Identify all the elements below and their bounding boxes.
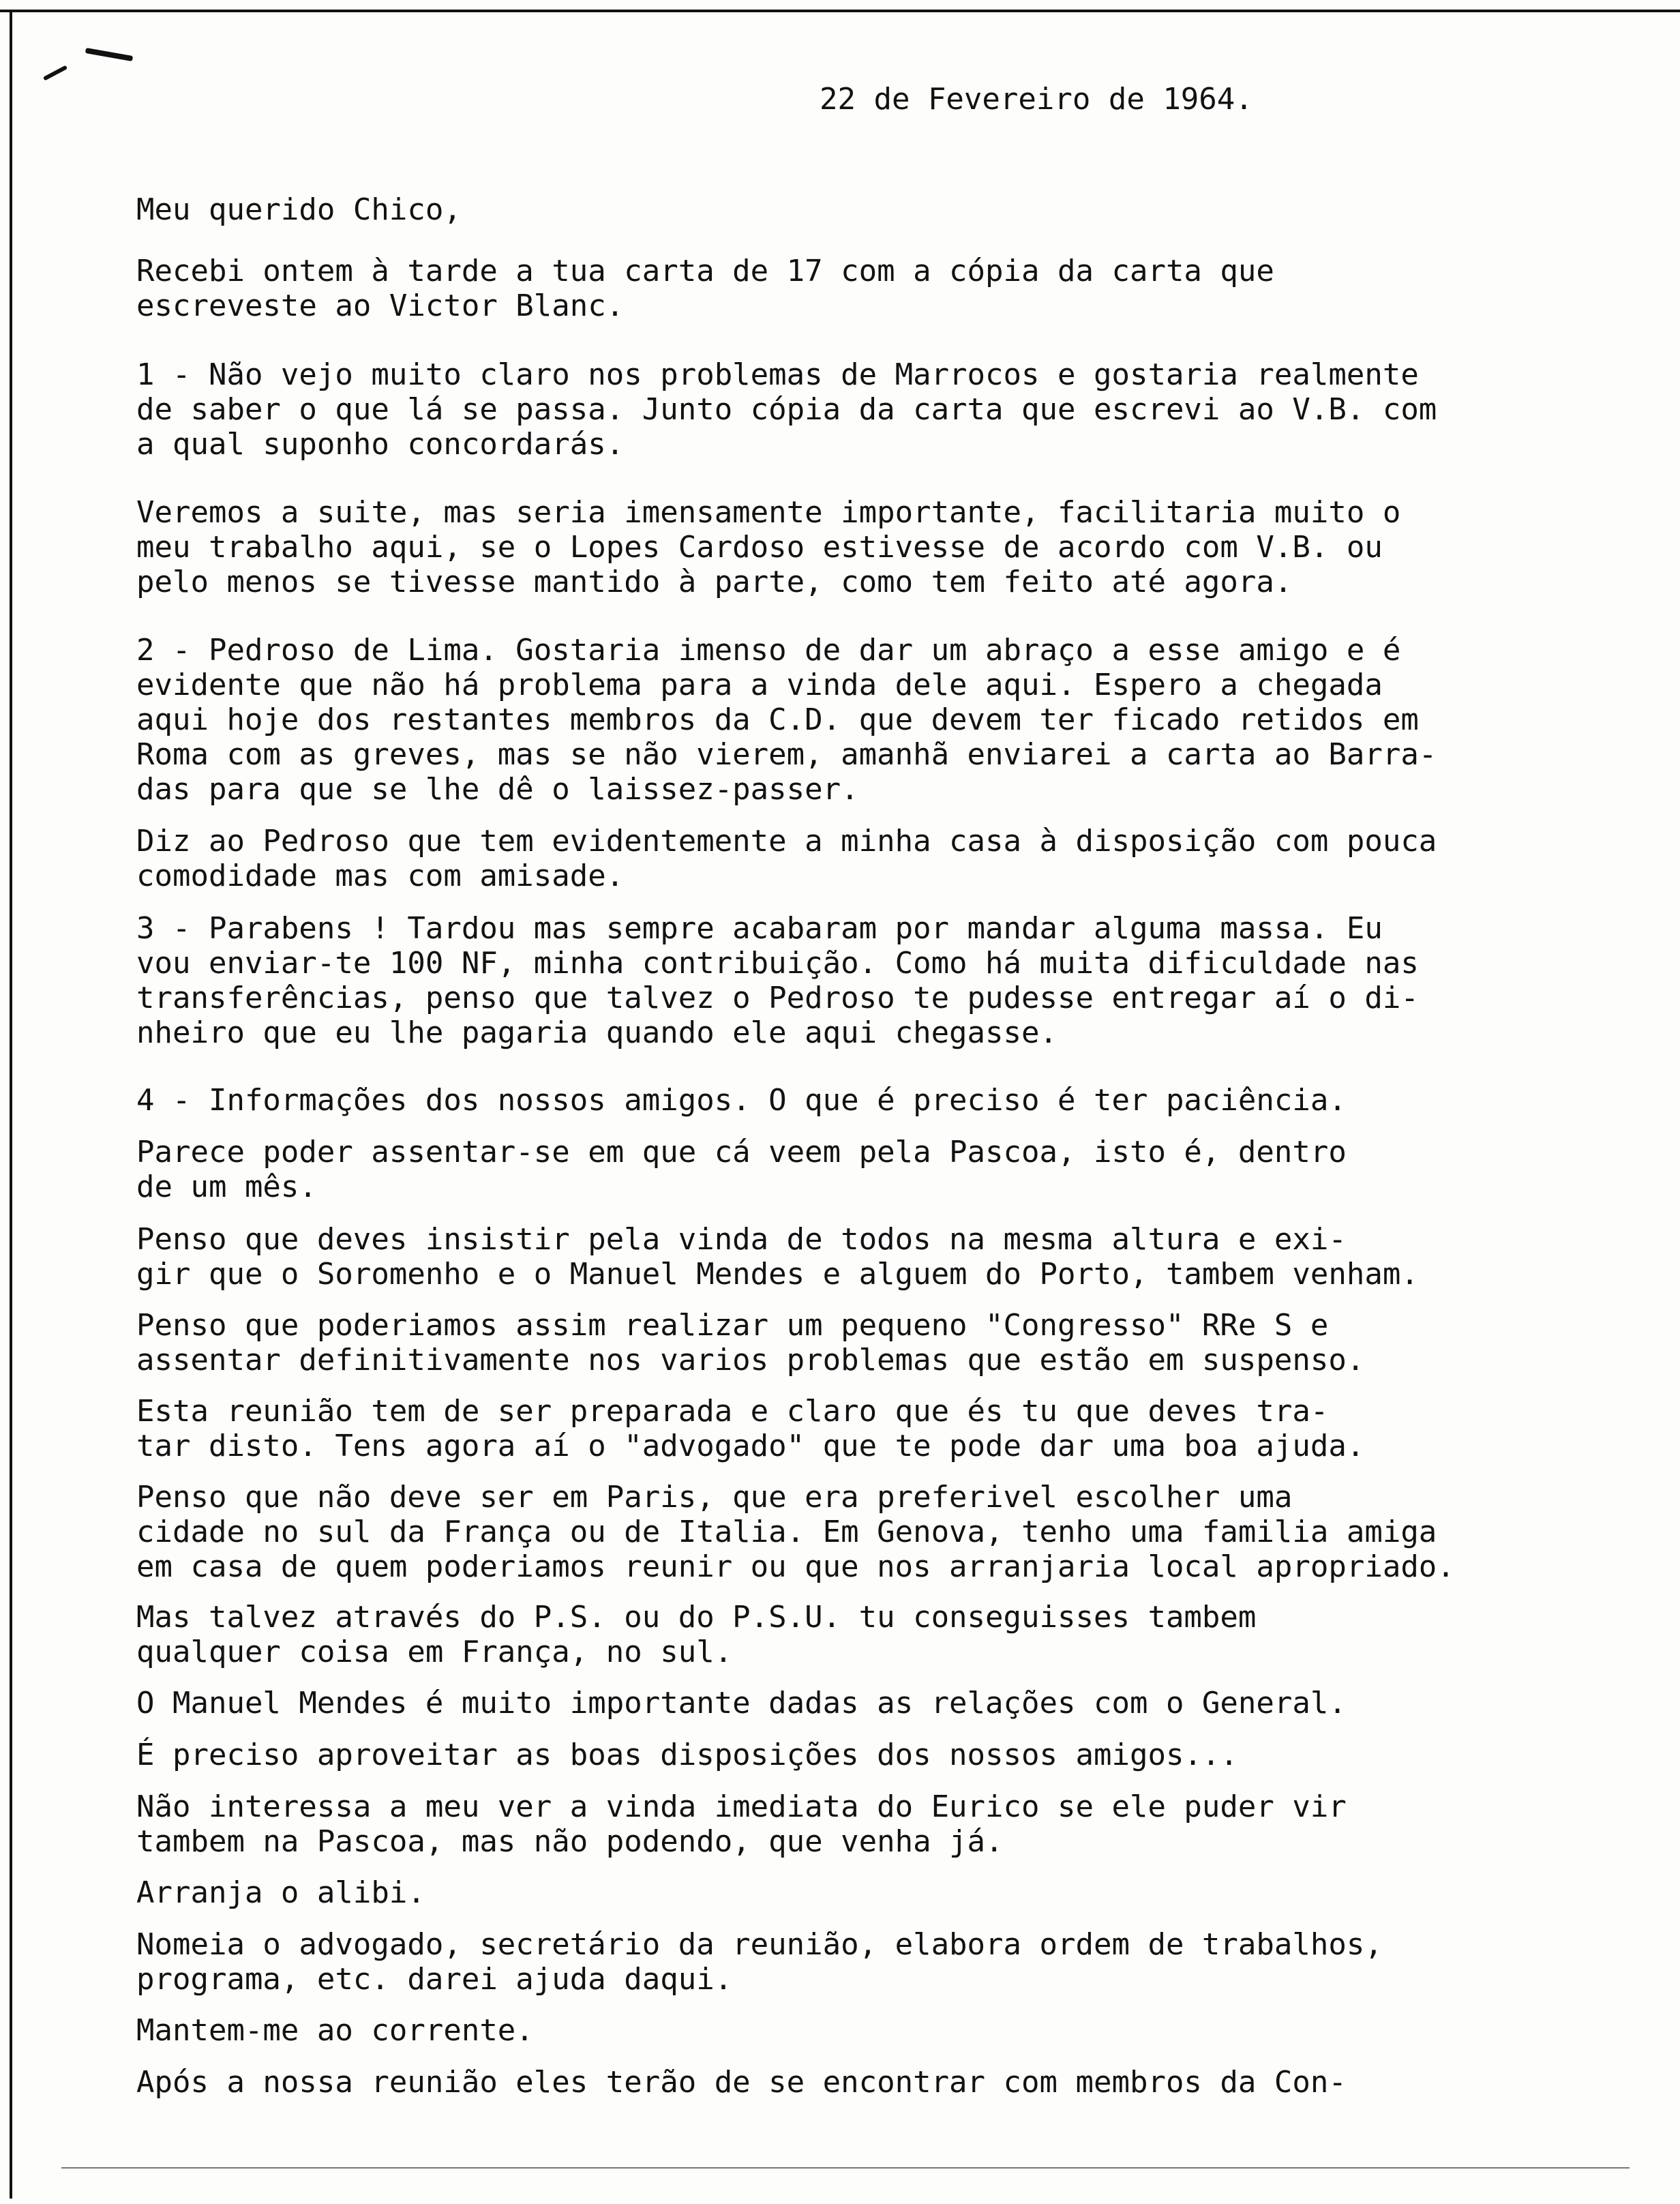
paragraph xyxy=(136,1875,425,1910)
text-line: Penso que poderiamos assim realizar um pequeno "Congresso" RRe S e xyxy=(136,1308,1329,1343)
text-line: transferências, penso que talvez o Pedroso te pudesse entregar aí o di- xyxy=(136,981,1419,1015)
page-border-top xyxy=(0,10,1680,12)
text-line: evidente que não há problema para a vinda dele aqui. Espero a chegada xyxy=(136,668,1383,702)
text-line: Parece poder assentar-se em que cá veem pela Pascoa, isto é, dentro xyxy=(136,1135,1347,1170)
letter-salutation: Meu querido Chico, xyxy=(136,192,462,227)
paragraph xyxy=(136,1222,1419,1292)
text-line: 3 - Parabens ! Tardou mas sempre acabaram por mandar alguma massa. Eu xyxy=(136,911,1383,946)
paragraph xyxy=(136,911,1419,1050)
text-line: pelo menos se tivesse mantido à parte, como tem feito até agora. xyxy=(136,565,1293,599)
text-line: Não interessa a meu ver a vinda imediata do Eurico se ele puder vir xyxy=(136,1789,1347,1824)
text-line: em casa de quem poderiamos reunir ou que nos arranjaria local apropriado. xyxy=(136,1549,1455,1584)
paragraph xyxy=(136,1083,1347,1118)
text-line: nheiro que eu lhe pagaria quando ele aqui chegasse. xyxy=(136,1015,1058,1050)
text-line: tambem na Pascoa, mas não podendo, que venha já. xyxy=(136,1824,1004,1859)
text-line: Mas talvez através do P.S. ou do P.S.U. tu conseguisses tambem xyxy=(136,1600,1257,1635)
text-line: 4 - Informações dos nossos amigos. O que é preciso é ter paciência. xyxy=(136,1083,1347,1118)
text-line: Penso que deves insistir pela vinda de todos na mesma altura e exi- xyxy=(136,1222,1347,1257)
paragraph xyxy=(136,2013,534,2048)
text-line: 2 - Pedroso de Lima. Gostaria imenso de dar um abraço a esse amigo e é xyxy=(136,633,1401,668)
text-line: É preciso aproveitar as boas disposições dos nossos amigos... xyxy=(136,1738,1238,1772)
text-line: vou enviar-te 100 NF, minha contribuição. Como há muita dificuldade nas xyxy=(136,946,1419,981)
paragraph xyxy=(136,1789,1347,1859)
paragraph xyxy=(136,1927,1383,1997)
text-line: Esta reunião tem de ser preparada e claro que és tu que deves tra- xyxy=(136,1394,1329,1429)
text-line: gir que o Soromenho e o Manuel Mendes e alguem do Porto, tambem venham. xyxy=(136,1257,1419,1292)
text-line: a qual suponho concordarás. xyxy=(136,427,625,462)
paragraph xyxy=(136,633,1437,807)
text-line: Penso que não deve ser em Paris, que era preferivel escolher uma xyxy=(136,1480,1293,1515)
text-line: aqui hoje dos restantes membros da C.D. que devem ter ficado retidos em xyxy=(136,702,1419,737)
paragraph xyxy=(136,495,1400,599)
text-line: cidade no sul da França ou de Italia. Em Genova, tenho uma familia amiga xyxy=(136,1515,1437,1549)
paragraph xyxy=(136,824,1437,893)
text-line: Após a nossa reunião eles terão de se encontrar com membros da Con- xyxy=(136,2065,1347,2100)
paragraph xyxy=(136,1135,1347,1204)
text-line: Recebi ontem à tarde a tua carta de 17 com a cópia da carta que xyxy=(136,254,1274,288)
paragraph xyxy=(136,357,1437,462)
page-border-left xyxy=(10,10,12,2199)
text-line: escreveste ao Victor Blanc. xyxy=(136,288,625,323)
paragraph xyxy=(136,254,1274,323)
text-line: comodidade mas com amisade. xyxy=(136,859,625,893)
text-line: Nomeia o advogado, secretário da reunião, elabora ordem de trabalhos, xyxy=(136,1927,1383,1962)
text-line: de um mês. xyxy=(136,1170,317,1204)
text-line: das para que se lhe dê o laissez-passer. xyxy=(136,772,859,807)
text-line: Veremos a suite, mas seria imensamente importante, facilitaria muito o xyxy=(136,495,1401,530)
paragraph xyxy=(136,2065,1347,2100)
text-line: assentar definitivamente nos varios problemas que estão em suspenso. xyxy=(136,1343,1365,1378)
text-line: de saber o que lá se passa. Junto cópia da carta que escrevi ao V.B. com xyxy=(136,392,1437,427)
text-line: O Manuel Mendes é muito importante dadas as relações com o General. xyxy=(136,1686,1347,1721)
text-line: qualquer coisa em França, no sul. xyxy=(136,1635,733,1669)
text-line: Roma com as greves, mas se não vierem, amanhã enviarei a carta ao Barra- xyxy=(136,737,1437,772)
text-line: 1 - Não vejo muito claro nos problemas de Marrocos e gostaria realmente xyxy=(136,357,1419,392)
page-border-bottom xyxy=(61,2167,1630,2169)
text-line: Arranja o alibi. xyxy=(136,1875,425,1910)
paragraph xyxy=(136,1394,1364,1463)
paragraph xyxy=(136,1480,1455,1584)
paragraph xyxy=(136,1738,1238,1772)
ink-mark-small xyxy=(43,65,68,80)
text-line: programa, etc. darei ajuda daqui. xyxy=(136,1962,733,1997)
text-line: Mantem-me ao corrente. xyxy=(136,2013,534,2048)
paragraph xyxy=(136,1600,1256,1669)
text-line: meu trabalho aqui, se o Lopes Cardoso estivesse de acordo com V.B. ou xyxy=(136,530,1383,565)
text-line: Diz ao Pedroso que tem evidentemente a minha casa à disposição com pouca xyxy=(136,824,1437,859)
ink-mark xyxy=(85,48,133,61)
paragraph xyxy=(136,1308,1364,1378)
letter-date: 22 de Fevereiro de 1964. xyxy=(820,82,1253,117)
text-line: tar disto. Tens agora aí o "advogado" que te pode dar uma boa ajuda. xyxy=(136,1429,1365,1463)
paragraph xyxy=(136,1686,1347,1721)
